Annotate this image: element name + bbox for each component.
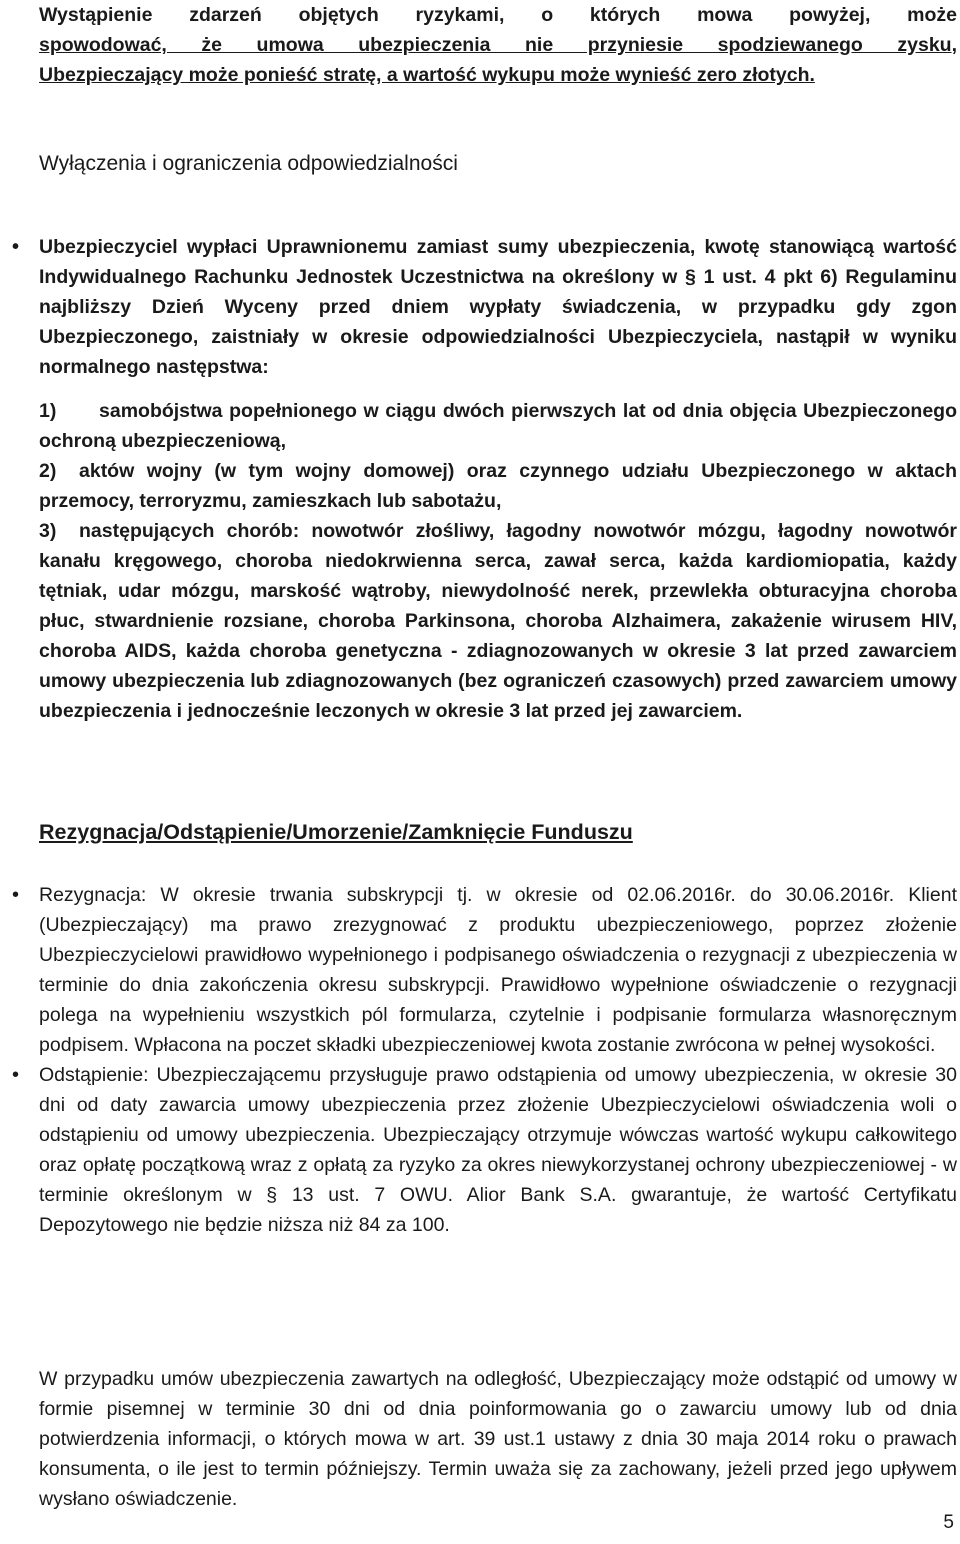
resignation-section — [12, 880, 957, 1240]
list-item-number: 2) — [39, 460, 57, 482]
resignation-bullet-text: Rezygnacja: W okresie trwania subskrypcji tj. w okresie od 02.06.2016r. do 30.06.2016r. Klient (Ubezpieczający) ma prawo zrezygnować z produktu ubezpieczeniowego, poprzez złożenie Ubezpieczycielowi prawidłowo wypełnionego i podpisanego oświadczenia o rezygnacji z ubezpieczenia w terminie do dnia zakończenia okresu subskrypcji. Prawidłowo wypełnione oświadczenie o rezygnacji polega na wypełnieniu wszystkich pól formularza, czytelnie i podpisanie formularza własnoręcznym podpisem. Wpłacona na poczet składki ubezpieczeniowej kwota zostanie zwrócona w pełnej wysokości. — [39, 884, 957, 1056]
exclusions-bullet-text: Ubezpieczyciel wypłaci Uprawnionemu zamiast sumy ubezpieczenia, kwotę stanowiącą wartość Indywidualnego Rachunku Jednostek Uczestnictwa na określony w § 1 ust. 4 pkt 6) Regulaminu najbliższy Dzień Wyceny przed dniem wypłaty świadczenia, w przypadku gdy zgon Ubezpieczonego, zaistniały w okresie odpowiedzialności Ubezpieczyciela, nastąpił w wyniku normalnego następstwa: — [39, 236, 957, 378]
page-number: 5 — [943, 1512, 954, 1533]
exclusions-list — [39, 396, 957, 726]
list-item-text: samobójstwa popełnionego w ciągu dwóch pierwszych lat od dnia objęcia Ubezpieczonego ochroną ubezpieczeniową, — [39, 400, 957, 452]
list-item — [39, 516, 957, 726]
list-item-number: 3) — [39, 520, 57, 542]
exclusions-section — [12, 232, 957, 726]
withdrawal-bullet — [12, 1060, 957, 1240]
resignation-bullet — [12, 880, 957, 1060]
intro-line-1: Wystąpienie zdarzeń objętych ryzykami, o których mowa powyżej, może — [39, 4, 957, 26]
list-item — [39, 456, 957, 516]
exclusions-bullet — [12, 232, 957, 382]
exclusions-heading: Wyłączenia i ograniczenia odpowiedzialności — [39, 152, 458, 175]
bullet-icon: • — [12, 236, 20, 258]
intro-paragraph — [39, 0, 957, 90]
intro-line-2: spowodować, że umowa ubezpieczenia nie przyniesie spodziewanego zysku, — [39, 34, 957, 56]
intro-line-3: Ubezpieczający może ponieść stratę, a wartość wykupu może wynieść zero złotych. — [39, 64, 815, 86]
distance-contract-paragraph: W przypadku umów ubezpieczenia zawartych na odległość, Ubezpieczający może odstąpić od umowy w formie pisemnej w terminie 30 dni od dnia poinformowania go o zawarciu umowy lub od dnia potwierdzenia informacji, o których mowa w art. 39 ust.1 ustawy z dnia 30 maja 2014 roku o prawach konsumenta, o ile jest to termin późniejszy. Termin uważa się za zachowany, jeżeli przed jego upływem wysłano oświadczenie. — [39, 1368, 957, 1510]
list-item — [39, 396, 957, 456]
document-page — [12, 0, 957, 1510]
resignation-heading: Rezygnacja/Odstąpienie/Umorzenie/Zamknięcie Funduszu — [39, 820, 633, 844]
list-item-number: 1) — [39, 400, 57, 422]
list-item-text: aktów wojny (w tym wojny domowej) oraz czynnego udziału Ubezpieczonego w aktach przemocy, terroryzmu, zamieszkach lub sabotażu, — [39, 460, 957, 512]
list-item-text: następujących chorób: nowotwór złośliwy, łagodny nowotwór mózgu, łagodny nowotwór kanału kręgowego, choroba niedokrwienna serca, zawał serca, każda kardiomiopatia, każdy tętniak, udar mózgu, marskość wątroby, niewydolność nerek, przewlekła obturacyjna choroba płuc, stwardnienie rozsiane, choroba Parkinsona, choroba Alzhaimera, zakażenie wirusem HIV, choroba AIDS, każda choroba genetyczna - zdiagnozowanych w okresie 3 lat przed zawarciem umowy ubezpieczenia lub zdiagnozowanych (bez ograniczeń czasowych) przed zawarciem umowy ubezpieczenia i jednocześnie leczonych w okresie 3 lat przed jej zawarciem. — [39, 520, 957, 722]
bullet-icon: • — [12, 884, 20, 906]
withdrawal-bullet-text: Odstąpienie: Ubezpieczającemu przysługuje prawo odstąpienia od umowy ubezpieczenia, w okresie 30 dni od daty zawarcia umowy ubezpieczenia przez złożenie Ubezpieczycielowi oświadczenia woli o odstąpieniu od umowy ubezpieczenia. Ubezpieczający otrzymuje wówczas wartość wykupu całkowitego oraz opłatę początkową wraz z opłatą za ryzyko za okres niewykorzystanej ochrony ubezpieczeniowej - w terminie określonym w § 13 ust. 7 OWU. Alior Bank S.A. gwarantuje, że wartość Certyfikatu Depozytowego nie będzie niższa niż 84 za 100. — [39, 1064, 957, 1236]
bullet-icon: • — [12, 1064, 20, 1086]
